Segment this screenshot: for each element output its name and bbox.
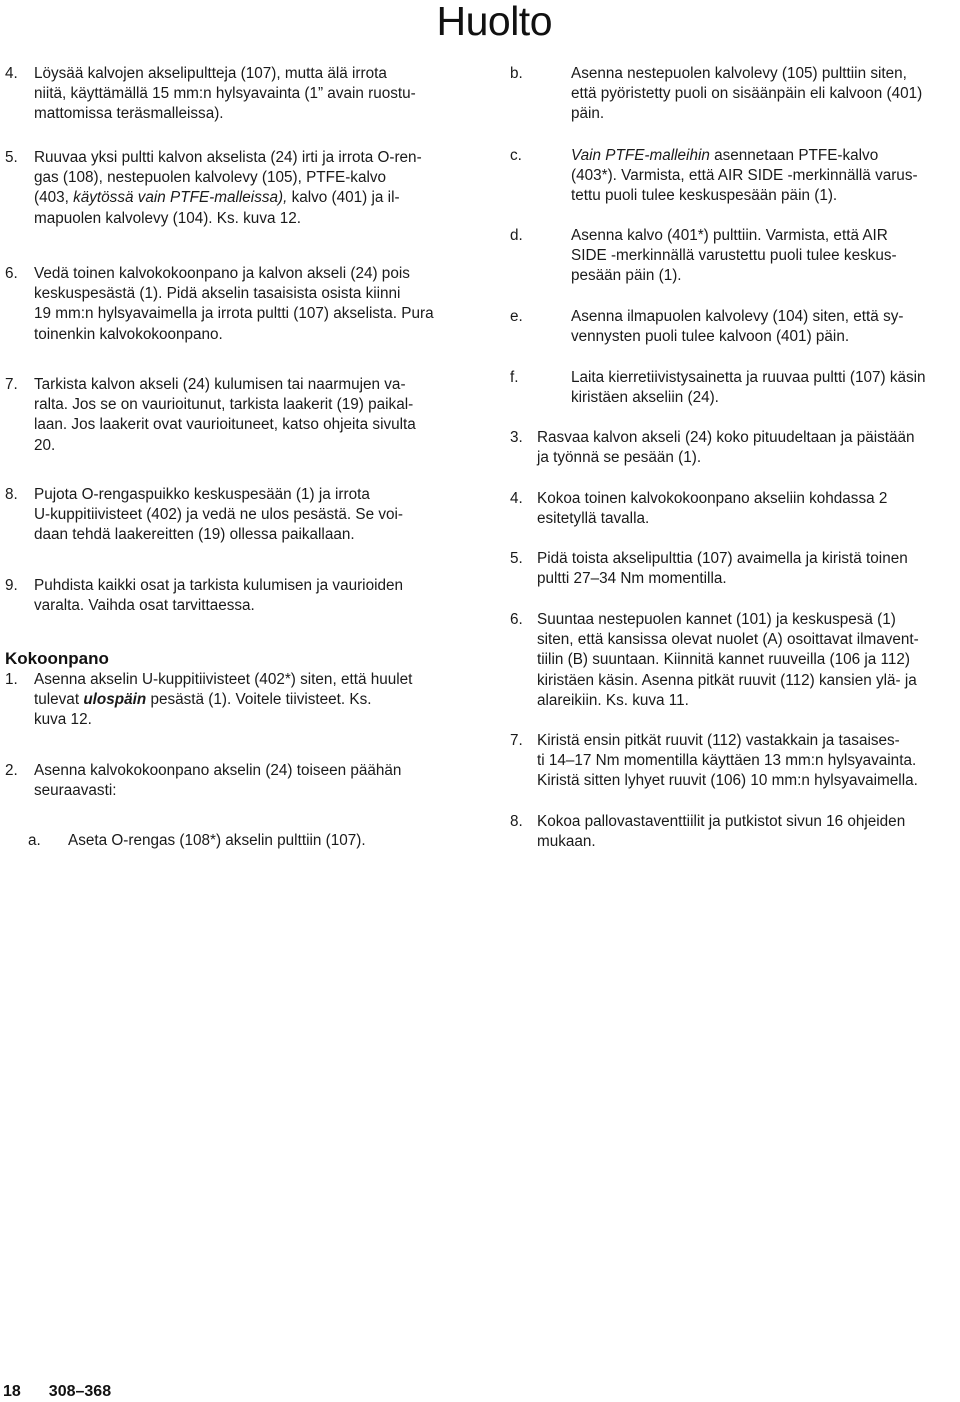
- text-line: Asenna akselin U-kuppitiivisteet (402*) siten, että huulet: [34, 671, 413, 688]
- step-1-assembly: [5, 670, 465, 731]
- text-line: Vedä toinen kalvokokoonpano ja kalvon akseli (24) pois: [34, 265, 410, 282]
- substep-d-assembly: [510, 226, 958, 287]
- text-line: Asenna nestepuolen kalvolevy (105) pulttiin siten,: [571, 65, 907, 82]
- text-line: 20.: [34, 436, 56, 454]
- text-line: Asenna kalvokokoonpano akselin (24) toiseen päähän: [34, 762, 402, 779]
- text-line: [34, 690, 465, 710]
- page-number: 18: [3, 1383, 21, 1400]
- text-line: Kiristä ensin pitkät ruuvit (112) vastakkain ja tasaises-: [537, 732, 900, 749]
- text-line: Kokoa toinen kalvokokoonpano akseliin kohdassa 2: [537, 490, 888, 507]
- step-number: 7.: [510, 732, 523, 749]
- text-line: vennysten puoli tulee kalvoon (401) päin.: [571, 328, 850, 346]
- text-line: [34, 188, 465, 208]
- page-title: Huolto: [436, 0, 552, 44]
- text-line: Pidä toista akselipulttia (107) avaimella ja kiristä toinen: [537, 550, 908, 567]
- substep-e-assembly: [510, 307, 958, 347]
- text-line: Kokoa pallovastaventtiilit ja putkistot sivun 16 ohjeiden: [537, 813, 906, 830]
- italic-note: Vain PTFE-malleihin: [571, 147, 710, 164]
- text-line: Suuntaa nestepuolen kannet (101) ja keskuspesä (1): [537, 611, 896, 628]
- text-line: ralta. Jos se on vaurioitunut, tarkista laakerit (19) paikal-: [34, 396, 414, 414]
- page-footer: [3, 1383, 139, 1401]
- text-line: tiilin (B) suuntaan. Kiinnitä kannet ruuveilla (106 ja 112): [537, 651, 911, 669]
- text-line: 19 mm:n hylsyavaimella ja irrota pultti (107) akselista. Pura: [34, 305, 434, 323]
- text-line: mattomissa teräsmalleissa).: [34, 105, 224, 123]
- text-line: seuraavasti:: [34, 782, 117, 800]
- text-line: niitä, käyttämällä 15 mm:n hylsyavainta (1” avain ruostu-: [34, 85, 416, 103]
- text-line: Laita kierretiivistysainetta ja ruuvaa pultti (107) käsin: [571, 369, 926, 386]
- step-8-disassembly: [5, 485, 465, 546]
- text-line: keskuspesästä (1). Pidä akselin tasaisista osista kiinni: [34, 285, 401, 303]
- step-4-disassembly: [5, 64, 465, 125]
- text-line: kiristäen akseliin (24).: [571, 389, 719, 407]
- substep-letter: c.: [510, 147, 522, 164]
- step-6-assembly: [510, 610, 958, 711]
- text-line: Ruuvaa yksi pultti kalvon akselista (24) irti ja irrota O-ren-: [34, 149, 422, 166]
- text-line: Löysää kalvojen akselipultteja (107), mutta älä irrota: [34, 65, 387, 82]
- text-line: kiristäen käsin. Asenna pitkät ruuvit (112) kansien ylä- ja: [537, 671, 917, 689]
- step-4-assembly: [510, 489, 958, 529]
- text-line: U-kuppitiivisteet (402) ja vedä ne ulos pesästä. Se voi-: [34, 506, 404, 524]
- step-2-assembly: [5, 761, 465, 801]
- step-9-disassembly: [5, 576, 465, 616]
- step-7-assembly: [510, 731, 958, 792]
- text-line: tettu puoli tulee keskuspesään päin (1).: [571, 187, 838, 205]
- text-line: mapuolen kalvolevy (104). Ks. kuva 12.: [34, 209, 301, 227]
- step-5-assembly: [510, 549, 958, 589]
- text-line: alareikiin. Ks. kuva 11.: [537, 691, 689, 709]
- text-line: SIDE -merkinnällä varustettu puoli tulee keskus-: [571, 247, 897, 265]
- text-line: Kiristä sitten lyhyet ruuvit (106) 10 mm:n hylsyavaimella.: [537, 772, 918, 790]
- step-8-assembly: [510, 812, 958, 852]
- step-5-disassembly: [5, 148, 465, 229]
- text-line: Asenna ilmapuolen kalvolevy (104) siten, että sy-: [571, 308, 904, 325]
- step-7-disassembly: [5, 375, 465, 456]
- substep-letter: f.: [510, 369, 519, 386]
- text-fragment: kalvo (401) ja il-: [287, 189, 400, 207]
- text-line: mukaan.: [537, 833, 596, 851]
- step-number: 6.: [510, 611, 523, 628]
- substep-f-assembly: [510, 368, 958, 408]
- text-line: Asenna kalvo (401*) pulttiin. Varmista, että AIR: [571, 227, 888, 244]
- step-number: 5.: [5, 149, 18, 166]
- step-number: 7.: [5, 376, 18, 393]
- text-line: päin.: [571, 105, 605, 123]
- step-number: 2.: [5, 762, 18, 779]
- substep-letter: e.: [510, 308, 523, 325]
- step-number: 4.: [5, 65, 18, 82]
- italic-note: käytössä vain PTFE-malleissa),: [73, 189, 288, 207]
- text-line: pultti 27–34 Nm momentilla.: [537, 570, 727, 588]
- text-line: toinenkin kalvokokoonpano.: [34, 325, 223, 343]
- step-6-disassembly: [5, 264, 465, 345]
- text-line: Pujota O-rengaspuikko keskuspesään (1) ja irrota: [34, 486, 370, 503]
- text-fragment: tulevat: [34, 691, 84, 709]
- substep-letter: a.: [28, 832, 41, 849]
- text-line: daan tehdä laakereitten (19) ollessa paikallaan.: [34, 526, 355, 544]
- text-line: laan. Jos laakerit ovat vaurioituneet, katso ohjeita sivulta: [34, 416, 416, 434]
- substep-a-assembly: [5, 831, 465, 851]
- substep-letter: b.: [510, 65, 523, 82]
- text-line: ti 14–17 Nm momentilla käyttäen 13 mm:n hylsyavainta.: [537, 752, 917, 770]
- step-3-assembly: [510, 428, 958, 468]
- text-line: gas (108), nestepuolen kalvolevy (105), PTFE-kalvo: [34, 169, 387, 187]
- text-line: siten, että kansissa olevat nuolet (A) osoittavat ilmavent-: [537, 631, 919, 649]
- text-line: Rasvaa kalvon akseli (24) koko pituudeltaan ja päistään: [537, 429, 915, 446]
- step-number: 6.: [5, 265, 18, 282]
- step-number: 8.: [510, 813, 523, 830]
- text-line: ja työnnä se pesään (1).: [537, 449, 702, 467]
- step-number: 4.: [510, 490, 523, 507]
- text-line: varalta. Vaihda osat tarvittaessa.: [34, 597, 255, 615]
- emphasis-word: ulospäin: [83, 691, 147, 709]
- text-line: (403*). Varmista, että AIR SIDE -merkinnällä varus-: [571, 167, 918, 185]
- step-number: 5.: [510, 550, 523, 567]
- substep-letter: d.: [510, 227, 523, 244]
- text-fragment: asennetaan PTFE-kalvo: [709, 147, 879, 164]
- text-line: Tarkista kalvon akseli (24) kulumisen tai naarmujen va-: [34, 376, 406, 393]
- text-line: pesään päin (1).: [571, 267, 682, 285]
- substep-b-assembly: [510, 64, 958, 125]
- substep-c-assembly: [510, 146, 958, 207]
- document-number: 308–368: [48, 1383, 112, 1400]
- text-line: kuva 12.: [34, 711, 92, 729]
- text-fragment: pesästä (1). Voitele tiivisteet. Ks.: [146, 691, 372, 709]
- text-line: Puhdista kaikki osat ja tarkista kulumisen ja vaurioiden: [34, 577, 404, 594]
- section-heading-kokoonpano: Kokoonpano: [5, 649, 109, 668]
- step-number: 8.: [5, 486, 18, 503]
- text-line: Aseta O-rengas (108*) akselin pulttiin (107).: [68, 832, 366, 849]
- step-number: 1.: [5, 671, 18, 688]
- text-line: [571, 146, 958, 166]
- text-fragment: (403,: [34, 189, 74, 207]
- text-line: että pyöristetty puoli on sisäänpäin eli kalvoon (401): [571, 85, 923, 103]
- step-number: 3.: [510, 429, 523, 446]
- step-number: 9.: [5, 577, 18, 594]
- text-line: esitetyllä tavalla.: [537, 510, 650, 528]
